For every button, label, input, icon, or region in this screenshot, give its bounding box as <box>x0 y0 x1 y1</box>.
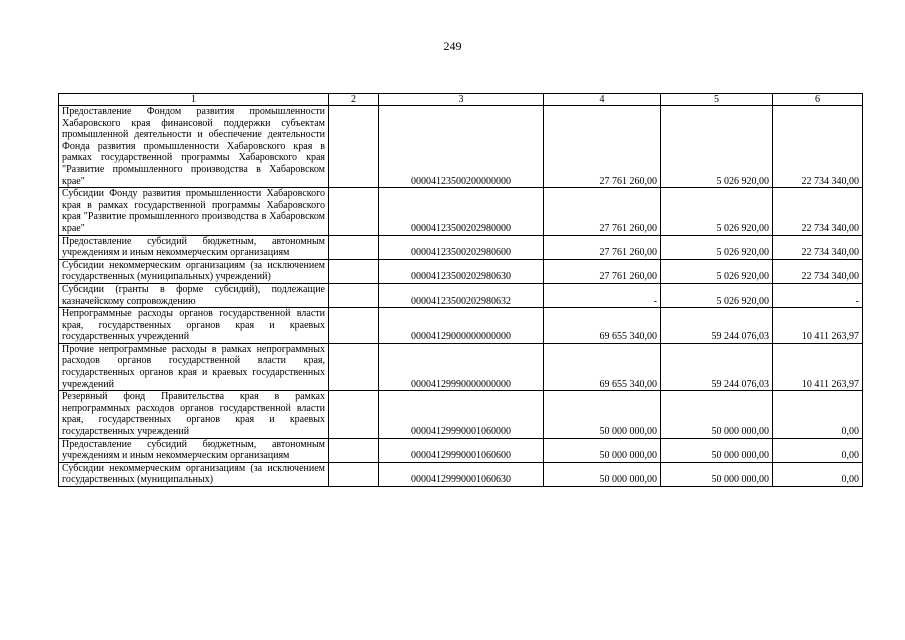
row-col2 <box>329 106 379 188</box>
row-name: Предоставление субсидий бюджетным, автономным учреждениям и иным некоммерческим организациям <box>59 438 329 462</box>
row-value-4: - <box>544 283 661 307</box>
row-name: Субсидии некоммерческим организациям (за исключением государственных (муниципальных) учреждений) <box>59 259 329 283</box>
row-col2 <box>329 188 379 235</box>
row-value-5: 59 244 076,03 <box>661 308 773 344</box>
row-value-4: 27 761 260,00 <box>544 235 661 259</box>
table-row <box>59 106 863 188</box>
row-col2 <box>329 308 379 344</box>
column-header-2: 2 <box>329 94 379 106</box>
table-row <box>59 438 863 462</box>
row-code: 00004129990001060600 <box>379 438 544 462</box>
column-header-1: 1 <box>59 94 329 106</box>
row-name: Субсидии некоммерческим организациям (за исключением государственных (муниципальных) <box>59 462 329 486</box>
row-value-6: 22 734 340,00 <box>773 106 863 188</box>
row-value-4: 27 761 260,00 <box>544 259 661 283</box>
row-value-6: - <box>773 283 863 307</box>
row-code: 00004129000000000000 <box>379 308 544 344</box>
row-code: 00004129990001060000 <box>379 391 544 438</box>
row-value-6: 0,00 <box>773 462 863 486</box>
row-value-4: 27 761 260,00 <box>544 106 661 188</box>
table-row <box>59 308 863 344</box>
row-value-6: 22 734 340,00 <box>773 235 863 259</box>
column-header-5: 5 <box>661 94 773 106</box>
row-value-4: 69 655 340,00 <box>544 308 661 344</box>
row-value-4: 69 655 340,00 <box>544 343 661 390</box>
table-row <box>59 235 863 259</box>
row-name: Предоставление Фондом развития промышленности Хабаровского края финансовой поддержки субъектам промышленной деятельности и обеспечение деятельности Фонда развития промышленности Хабаровского края в рамках государственной программы Хабаровского края "Развитие промышленного производства в Хабаровском крае" <box>59 106 329 188</box>
row-value-4: 50 000 000,00 <box>544 391 661 438</box>
row-value-4: 50 000 000,00 <box>544 438 661 462</box>
row-col2 <box>329 283 379 307</box>
row-col2 <box>329 438 379 462</box>
row-value-5: 5 026 920,00 <box>661 188 773 235</box>
row-name: Предоставление субсидий бюджетным, автономным учреждениям и иным некоммерческим организациям <box>59 235 329 259</box>
row-col2 <box>329 259 379 283</box>
row-value-5: 5 026 920,00 <box>661 106 773 188</box>
table-body <box>59 106 863 487</box>
row-value-4: 27 761 260,00 <box>544 188 661 235</box>
row-code: 00004129990000000000 <box>379 343 544 390</box>
row-value-5: 5 026 920,00 <box>661 259 773 283</box>
row-name: Резервный фонд Правительства края в рамках непрограммных расходов органов государственной власти края, государственных органов края и краевых государственных учреждений <box>59 391 329 438</box>
row-col2 <box>329 462 379 486</box>
row-name: Субсидии Фонду развития промышленности Хабаровского края в рамках государственной программы Хабаровского края "Развитие промышленного производства в Хабаровском крае" <box>59 188 329 235</box>
row-value-6: 22 734 340,00 <box>773 188 863 235</box>
row-value-5: 5 026 920,00 <box>661 283 773 307</box>
row-code: 00004123500202980632 <box>379 283 544 307</box>
row-name: Прочие непрограммные расходы в рамках непрограммных расходов органов государственной власти края, государственных органов края и краевых государственных учреждений <box>59 343 329 390</box>
row-value-5: 50 000 000,00 <box>661 438 773 462</box>
row-code: 00004123500202980600 <box>379 235 544 259</box>
row-code: 00004123500202980000 <box>379 188 544 235</box>
row-code: 00004123500200000000 <box>379 106 544 188</box>
row-value-5: 59 244 076,03 <box>661 343 773 390</box>
table-row <box>59 188 863 235</box>
row-name: Субсидии (гранты в форме субсидий), подлежащие казначейскому сопровождению <box>59 283 329 307</box>
table-row <box>59 283 863 307</box>
row-col2 <box>329 343 379 390</box>
column-header-4: 4 <box>544 94 661 106</box>
row-code: 00004129990001060630 <box>379 462 544 486</box>
row-code: 00004123500202980630 <box>379 259 544 283</box>
budget-table <box>58 93 863 487</box>
row-value-6: 10 411 263,97 <box>773 308 863 344</box>
row-value-6: 10 411 263,97 <box>773 343 863 390</box>
column-header-6: 6 <box>773 94 863 106</box>
row-value-5: 50 000 000,00 <box>661 462 773 486</box>
row-value-6: 0,00 <box>773 438 863 462</box>
row-col2 <box>329 391 379 438</box>
row-col2 <box>329 235 379 259</box>
header-row <box>59 94 863 106</box>
row-value-6: 22 734 340,00 <box>773 259 863 283</box>
row-value-5: 50 000 000,00 <box>661 391 773 438</box>
page-number: 249 <box>443 39 462 53</box>
row-value-6: 0,00 <box>773 391 863 438</box>
row-name: Непрограммные расходы органов государственной власти края, государственных органов края и краевых государственных учреждений <box>59 308 329 344</box>
table-row <box>59 259 863 283</box>
table-row <box>59 462 863 486</box>
table-row <box>59 343 863 390</box>
column-header-3: 3 <box>379 94 544 106</box>
row-value-5: 5 026 920,00 <box>661 235 773 259</box>
row-value-4: 50 000 000,00 <box>544 462 661 486</box>
table-row <box>59 391 863 438</box>
table-header <box>59 94 863 106</box>
